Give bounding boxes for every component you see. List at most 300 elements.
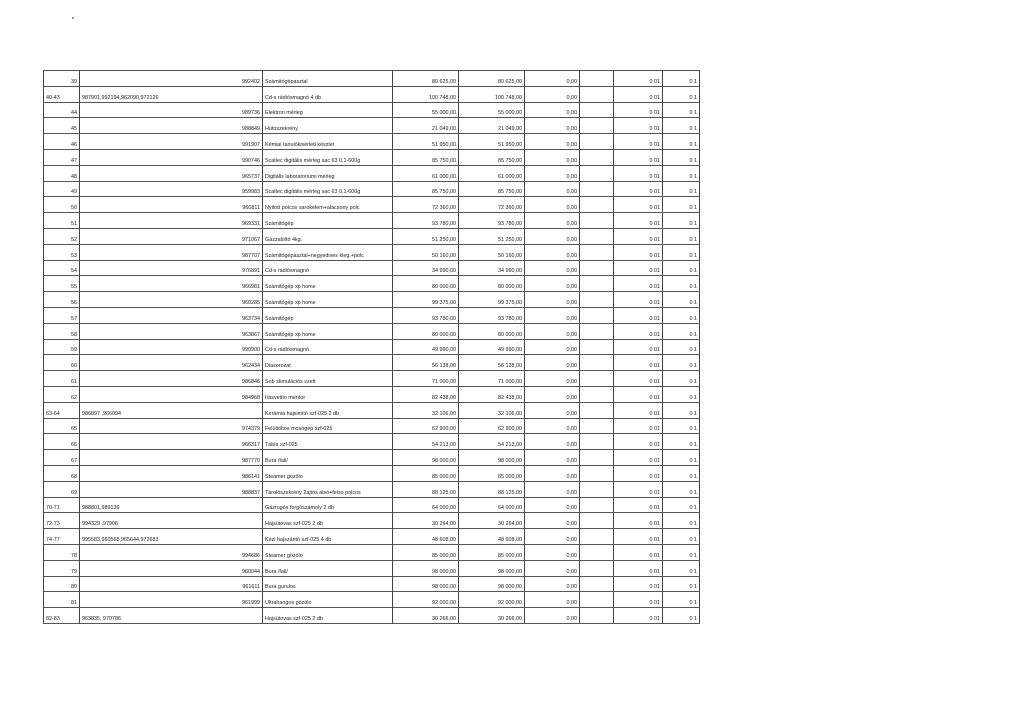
empty-cell [580, 197, 614, 213]
code-b: 0 1 [663, 86, 700, 102]
table-row [44, 228, 700, 244]
code-b: 0 1 [663, 181, 700, 197]
gross-value: 30 264,00 [393, 513, 459, 529]
net-value: 85 750,00 [459, 149, 525, 165]
table-row [44, 418, 700, 434]
item-name: Steamer gözölo [263, 544, 393, 560]
item-name: Irásvetito mentor [263, 386, 393, 402]
inventory-code: 961611 [80, 576, 263, 592]
code-b: 0 1 [663, 118, 700, 134]
item-name: Tárolószekrény 2ajtós alsó+felso polcos [263, 481, 393, 497]
empty-cell [580, 260, 614, 276]
empty-cell [580, 576, 614, 592]
code-a: 0 01 [614, 118, 663, 134]
gross-value: 50 160,00 [393, 244, 459, 260]
table-row [44, 134, 700, 150]
net-value: 51 250,00 [459, 228, 525, 244]
inventory-code: 991907 [80, 134, 263, 150]
gross-value: 98 000,00 [393, 576, 459, 592]
row-index: 45 [44, 118, 80, 134]
depreciation-value: 0,00 [525, 418, 580, 434]
code-a: 0 01 [614, 71, 663, 87]
code-b: 0 1 [663, 165, 700, 181]
item-name: Bura /fali/ [263, 450, 393, 466]
gross-value: 55 000,00 [393, 102, 459, 118]
empty-cell [580, 244, 614, 260]
depreciation-value: 0,00 [525, 323, 580, 339]
item-name: Steamer gozölo [263, 465, 393, 481]
depreciation-value: 0,00 [525, 165, 580, 181]
row-index: 70-71 [44, 497, 80, 513]
table-row [44, 371, 700, 387]
code-a: 0 01 [614, 339, 663, 355]
code-a: 0 01 [614, 292, 663, 308]
inventory-code: 994329 ,97906 [80, 513, 263, 529]
code-a: 0 01 [614, 181, 663, 197]
depreciation-value: 0,00 [525, 450, 580, 466]
empty-cell [580, 276, 614, 292]
depreciation-value: 0,00 [525, 608, 580, 624]
code-a: 0 01 [614, 323, 663, 339]
empty-cell [580, 450, 614, 466]
code-b: 0 1 [663, 386, 700, 402]
code-b: 0 1 [663, 402, 700, 418]
empty-cell [580, 71, 614, 87]
inventory-code: 986846 [80, 371, 263, 387]
empty-cell [580, 418, 614, 434]
depreciation-value: 0,00 [525, 71, 580, 87]
table-row [44, 213, 700, 229]
item-name: Scaltec digitális mérleg sac 63 0,1-600g [263, 149, 393, 165]
net-value: 51 950,00 [459, 134, 525, 150]
inventory-table [43, 70, 700, 624]
row-index: 46 [44, 134, 80, 150]
gross-value: 21 049,00 [393, 118, 459, 134]
code-a: 0 01 [614, 228, 663, 244]
empty-cell [580, 544, 614, 560]
code-a: 0 01 [614, 86, 663, 102]
table-row [44, 86, 700, 102]
item-name: Nyitott polcos sarokelem+alacsony polc [263, 197, 393, 213]
depreciation-value: 0,00 [525, 576, 580, 592]
gross-value: 80 000,00 [393, 323, 459, 339]
gross-value: 72 360,00 [393, 197, 459, 213]
inventory-code: 989736 [80, 102, 263, 118]
gross-value: 100 748,00 [393, 86, 459, 102]
code-a: 0 01 [614, 307, 663, 323]
depreciation-value: 0,00 [525, 276, 580, 292]
item-name: Bura /fali/ [263, 560, 393, 576]
gross-value: 85 000,00 [393, 465, 459, 481]
gross-value: 48 608,00 [393, 529, 459, 545]
code-b: 0 1 [663, 576, 700, 592]
net-value: 64 000,00 [459, 497, 525, 513]
code-a: 0 01 [614, 450, 663, 466]
row-index: 54 [44, 260, 80, 276]
code-a: 0 01 [614, 608, 663, 624]
gross-value: 56 138,00 [393, 355, 459, 371]
code-a: 0 01 [614, 497, 663, 513]
row-index: 79 [44, 560, 80, 576]
row-index: 48 [44, 165, 80, 181]
inventory-code: 986141 [80, 465, 263, 481]
net-value: 98 000,00 [459, 576, 525, 592]
gross-value: 51 950,00 [393, 134, 459, 150]
inventory-code: 963867 [80, 323, 263, 339]
table-row [44, 465, 700, 481]
net-value: 98 000,00 [459, 450, 525, 466]
item-name: Cd-s rádiósmagnó 4 db [263, 86, 393, 102]
code-b: 0 1 [663, 102, 700, 118]
gross-value: 49 990,00 [393, 339, 459, 355]
table-row [44, 434, 700, 450]
inventory-code: 994686 [80, 544, 263, 560]
item-name: Számitógép [263, 213, 393, 229]
gross-value: 71 000,00 [393, 371, 459, 387]
table-row [44, 307, 700, 323]
empty-cell [580, 102, 614, 118]
row-index: 58 [44, 323, 80, 339]
table-row [44, 513, 700, 529]
inventory-code: 990900 [80, 339, 263, 355]
depreciation-value: 0,00 [525, 149, 580, 165]
item-name: Cd-s rádiósmagnó [263, 339, 393, 355]
empty-cell [580, 86, 614, 102]
table-row [44, 276, 700, 292]
net-value: 48 608,00 [459, 529, 525, 545]
table-row [44, 339, 700, 355]
row-index: 74-77 [44, 529, 80, 545]
row-index: 52 [44, 228, 80, 244]
empty-cell [580, 481, 614, 497]
item-name: Digitális laboratoriumi mérleg [263, 165, 393, 181]
gross-value: 98 000,00 [393, 560, 459, 576]
depreciation-value: 0,00 [525, 497, 580, 513]
gross-value: 82 438,00 [393, 386, 459, 402]
inventory-code: 986897 ,966094 [80, 402, 263, 418]
item-name: Kézi hajszáritó szf-025 4 db [263, 529, 393, 545]
code-b: 0 1 [663, 529, 700, 545]
inventory-code: 963734 [80, 307, 263, 323]
gross-value: 61 000,00 [393, 165, 459, 181]
item-name: Hajsütovas szf-025 2 db [263, 608, 393, 624]
empty-cell [580, 181, 614, 197]
empty-cell [580, 292, 614, 308]
table-row [44, 529, 700, 545]
code-b: 0 1 [663, 355, 700, 371]
gross-value: 88 125,00 [393, 481, 459, 497]
code-a: 0 01 [614, 244, 663, 260]
gross-value: 54 213,00 [393, 434, 459, 450]
inventory-code: 988837 [80, 481, 263, 497]
row-index: 72-73 [44, 513, 80, 529]
code-a: 0 01 [614, 197, 663, 213]
depreciation-value: 0,00 [525, 86, 580, 102]
net-value: 55 000,00 [459, 102, 525, 118]
depreciation-value: 0,00 [525, 513, 580, 529]
net-value: 49 990,00 [459, 339, 525, 355]
code-a: 0 01 [614, 386, 663, 402]
net-value: 32 106,00 [459, 402, 525, 418]
depreciation-value: 0,00 [525, 197, 580, 213]
code-b: 0 1 [663, 228, 700, 244]
gross-value: 92 000,00 [393, 592, 459, 608]
row-index: 57 [44, 307, 80, 323]
depreciation-value: 0,00 [525, 228, 580, 244]
row-index: 50 [44, 197, 80, 213]
empty-cell [580, 149, 614, 165]
item-name: Tábla szf-025 [263, 434, 393, 450]
empty-cell [580, 497, 614, 513]
table-row [44, 102, 700, 118]
net-value: 61 000,00 [459, 165, 525, 181]
code-b: 0 1 [663, 371, 700, 387]
depreciation-value: 0,00 [525, 544, 580, 560]
item-name: Számitógép xp home [263, 323, 393, 339]
table-row [44, 481, 700, 497]
net-value: 98 000,00 [459, 560, 525, 576]
row-index: 67 [44, 450, 80, 466]
code-b: 0 1 [663, 292, 700, 308]
depreciation-value: 0,00 [525, 134, 580, 150]
code-b: 0 1 [663, 434, 700, 450]
empty-cell [580, 228, 614, 244]
inventory-code: 960811 [80, 197, 263, 213]
code-b: 0 1 [663, 418, 700, 434]
depreciation-value: 0,00 [525, 102, 580, 118]
depreciation-value: 0,00 [525, 213, 580, 229]
empty-cell [580, 402, 614, 418]
item-name: Bura gurulos [263, 576, 393, 592]
row-index: 81 [44, 592, 80, 608]
item-name: Számitógépasztal+negyedives kleg.+polc [263, 244, 393, 260]
table-row [44, 71, 700, 87]
code-b: 0 1 [663, 244, 700, 260]
net-value: 80 000,00 [459, 276, 525, 292]
depreciation-value: 0,00 [525, 592, 580, 608]
depreciation-value: 0,00 [525, 371, 580, 387]
item-name: Hutoszekrény [263, 118, 393, 134]
empty-cell [580, 323, 614, 339]
depreciation-value: 0,00 [525, 260, 580, 276]
code-a: 0 01 [614, 355, 663, 371]
table-row [44, 386, 700, 402]
row-index: 39 [44, 71, 80, 87]
item-name: Felültöltos mosógép szf-025 [263, 418, 393, 434]
code-a: 0 01 [614, 371, 663, 387]
inventory-code: 988801,989136 [80, 497, 263, 513]
inventory-code: 976891 [80, 260, 263, 276]
net-value: 71 000,00 [459, 371, 525, 387]
gross-value: 85 750,00 [393, 149, 459, 165]
net-value: 82 438,00 [459, 386, 525, 402]
code-a: 0 01 [614, 529, 663, 545]
depreciation-value: 0,00 [525, 402, 580, 418]
code-b: 0 1 [663, 307, 700, 323]
code-b: 0 1 [663, 149, 700, 165]
item-name: Számitógépasztal [263, 71, 393, 87]
depreciation-value: 0,00 [525, 529, 580, 545]
empty-cell [580, 339, 614, 355]
code-b: 0 1 [663, 323, 700, 339]
code-a: 0 01 [614, 134, 663, 150]
gross-value: 93 780,00 [393, 213, 459, 229]
table-row [44, 149, 700, 165]
item-name: Cd-s rádiósmagnó [263, 260, 393, 276]
table-row [44, 260, 700, 276]
row-index: 63-64 [44, 402, 80, 418]
table-row [44, 560, 700, 576]
net-value: 92 000,00 [459, 592, 525, 608]
empty-cell [580, 529, 614, 545]
gross-value: 98 000,00 [393, 450, 459, 466]
code-a: 0 01 [614, 402, 663, 418]
inventory-code: 971067 [80, 228, 263, 244]
code-b: 0 1 [663, 481, 700, 497]
inventory-code: 995583,960568,965644,972683 [80, 529, 263, 545]
depreciation-value: 0,00 [525, 355, 580, 371]
table-row [44, 323, 700, 339]
empty-cell [580, 213, 614, 229]
inventory-code: 963835, 970786 [80, 608, 263, 624]
inventory-code: 990746 [80, 149, 263, 165]
gross-value: 80 000,00 [393, 276, 459, 292]
table-row [44, 576, 700, 592]
code-b: 0 1 [663, 260, 700, 276]
empty-cell [580, 465, 614, 481]
net-value: 85 000,00 [459, 465, 525, 481]
code-b: 0 1 [663, 465, 700, 481]
code-a: 0 01 [614, 418, 663, 434]
item-name: Kerámia hajsimitó szf-025 2 db [263, 402, 393, 418]
table-row [44, 497, 700, 513]
depreciation-value: 0,00 [525, 244, 580, 260]
table-row [44, 450, 700, 466]
row-index: 66 [44, 434, 80, 450]
item-name: Számitógép xp home [263, 292, 393, 308]
empty-cell [580, 592, 614, 608]
inventory-code: 960285 [80, 292, 263, 308]
depreciation-value: 0,00 [525, 560, 580, 576]
table-row [44, 181, 700, 197]
inventory-code: 966981 [80, 276, 263, 292]
net-value: 62 900,00 [459, 418, 525, 434]
empty-cell [580, 386, 614, 402]
code-a: 0 01 [614, 213, 663, 229]
net-value: 30 264,00 [459, 513, 525, 529]
empty-cell [580, 165, 614, 181]
code-b: 0 1 [663, 339, 700, 355]
gross-value: 30 266,00 [393, 608, 459, 624]
table-row [44, 544, 700, 560]
code-b: 0 1 [663, 71, 700, 87]
inventory-code: 984968 [80, 386, 263, 402]
depreciation-value: 0,00 [525, 181, 580, 197]
net-value: 72 360,00 [459, 197, 525, 213]
gross-value: 85 000,00 [393, 544, 459, 560]
empty-cell [580, 307, 614, 323]
net-value: 93 780,00 [459, 213, 525, 229]
item-name: Ultrahangos gözölo [263, 592, 393, 608]
gross-value: 93 780,00 [393, 307, 459, 323]
code-a: 0 01 [614, 102, 663, 118]
item-name: Sob stimulációs szett [263, 371, 393, 387]
code-a: 0 01 [614, 434, 663, 450]
inventory-code: 987901,992194,962090,972126 [80, 86, 263, 102]
gross-value: 85 750,00 [393, 181, 459, 197]
row-index: 49 [44, 181, 80, 197]
gross-value: 51 250,00 [393, 228, 459, 244]
table-row [44, 165, 700, 181]
row-index: 69 [44, 481, 80, 497]
row-index: 51 [44, 213, 80, 229]
net-value: 21 049,00 [459, 118, 525, 134]
net-value: 54 213,00 [459, 434, 525, 450]
inventory-code: 961999 [80, 592, 263, 608]
net-value: 100 748,00 [459, 86, 525, 102]
depreciation-value: 0,00 [525, 307, 580, 323]
gross-value: 99 375,00 [393, 292, 459, 308]
net-value: 80 625,00 [459, 71, 525, 87]
code-a: 0 01 [614, 465, 663, 481]
row-index: 65 [44, 418, 80, 434]
row-index: 59 [44, 339, 80, 355]
row-index: 56 [44, 292, 80, 308]
net-value: 93 780,00 [459, 307, 525, 323]
item-name: Diasorozat [263, 355, 393, 371]
code-b: 0 1 [663, 608, 700, 624]
gross-value: 32 106,00 [393, 402, 459, 418]
net-value: 99 375,00 [459, 292, 525, 308]
code-b: 0 1 [663, 213, 700, 229]
code-b: 0 1 [663, 197, 700, 213]
code-a: 0 01 [614, 560, 663, 576]
scan-speck [72, 17, 74, 19]
depreciation-value: 0,00 [525, 481, 580, 497]
row-index: 53 [44, 244, 80, 260]
code-b: 0 1 [663, 497, 700, 513]
depreciation-value: 0,00 [525, 118, 580, 134]
inventory-code: 959983 [80, 181, 263, 197]
inventory-code: 960044 [80, 560, 263, 576]
table-row [44, 197, 700, 213]
table-row [44, 118, 700, 134]
item-name: Elektron mérleg [263, 102, 393, 118]
inventory-code: 988849 [80, 118, 263, 134]
table-row [44, 355, 700, 371]
table-row [44, 292, 700, 308]
item-name: Gázzaloltó 4kg. [263, 228, 393, 244]
net-value: 34 990,00 [459, 260, 525, 276]
net-value: 80 000,00 [459, 323, 525, 339]
code-b: 0 1 [663, 560, 700, 576]
empty-cell [580, 434, 614, 450]
gross-value: 64 000,00 [393, 497, 459, 513]
item-name: Scaltec digitális mérleg sac 63 0,1-600g [263, 181, 393, 197]
empty-cell [580, 371, 614, 387]
table-row [44, 592, 700, 608]
gross-value: 34 990,00 [393, 260, 459, 276]
inventory-code: 965737 [80, 165, 263, 181]
net-value: 88 125,00 [459, 481, 525, 497]
inventory-code: 987707 [80, 244, 263, 260]
row-index: 62 [44, 386, 80, 402]
inventory-code: 987770 [80, 450, 263, 466]
gross-value: 80 625,00 [393, 71, 459, 87]
code-b: 0 1 [663, 513, 700, 529]
depreciation-value: 0,00 [525, 465, 580, 481]
code-a: 0 01 [614, 576, 663, 592]
